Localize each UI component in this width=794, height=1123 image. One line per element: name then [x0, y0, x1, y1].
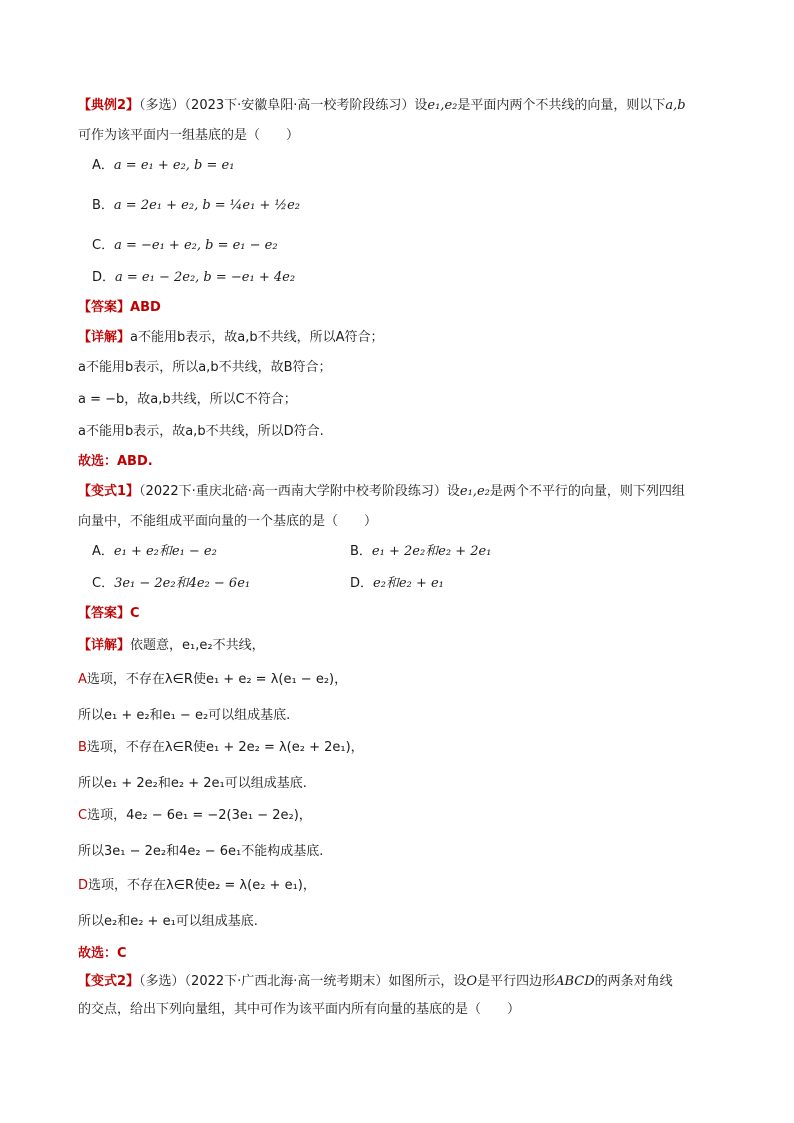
- variant1-detail-d: [78, 876, 316, 896]
- example2-line1: [78, 96, 686, 116]
- variant1-detail-a-concl: 所以e₁ + e₂和e₁ − e₂可以组成基底.: [78, 708, 291, 723]
- variant2-intro-cont: 是平行四边形: [477, 974, 556, 989]
- answer-value: ABD: [130, 300, 161, 315]
- example2-option-d: [92, 268, 295, 288]
- variant1-intro-cont: 是两个不平行的向量，则下列四组: [489, 484, 685, 499]
- option-expr: e₂和e₂ + e₁: [373, 576, 444, 591]
- example2-header: 【典例2】: [78, 98, 140, 113]
- variant2-line2: 的交点，给出下列向量组，其中可作为该平面内所有向量的基底的是（ ）: [78, 1002, 521, 1017]
- example2-intro-cont: 是平面内两个不共线的向量，则以下: [457, 98, 666, 113]
- option-expr: e₁ + e₂和e₁ − e₂: [113, 544, 217, 559]
- detail-text: a不能用b表示，故a,b不共线，所以A符合；: [130, 330, 384, 345]
- variant1-detail-c: [78, 806, 312, 826]
- detail-text: 选项，不存在λ∈R使e₁ + 2e₂ = λ(e₂ + 2e₁)，: [86, 740, 364, 755]
- variant2-line1: [78, 972, 673, 992]
- option-expr: a = e₁ + e₂, b = e₁: [113, 158, 235, 173]
- answer-label: 【答案】: [78, 606, 131, 621]
- detail-text: 选项，4e₂ − 6e₁ = −2(3e₁ − 2e₂)，: [87, 808, 312, 823]
- detail-tag: B: [78, 740, 87, 755]
- example2-option-c: [92, 236, 278, 256]
- detail-text: 选项，不存在λ∈R使e₁ + e₂ = λ(e₁ − e₂)，: [86, 672, 348, 687]
- detail-tag: A: [78, 672, 87, 687]
- example2-choose: 故选：ABD.: [78, 454, 153, 469]
- variant1-detail-d-concl: 所以e₂和e₂ + e₁可以组成基底.: [78, 914, 258, 929]
- example2-option-b: [92, 196, 300, 216]
- example2-vectors-e: e₁,e₂: [427, 98, 458, 113]
- example2-detail-4: a不能用b表示，故a,b不共线，所以D符合.: [78, 424, 324, 439]
- variant1-choose: 故选：C: [78, 946, 127, 961]
- variant1-detail-c-concl: 所以3e₁ − 2e₂和4e₂ − 6e₁不能构成基底.: [78, 844, 324, 859]
- variant1-answer: [78, 604, 140, 624]
- example2-line2: 可作为该平面内一组基底的是（ ）: [78, 128, 300, 143]
- variant1-line2: 向量中，不能组成平面向量的一个基底的是（ ）: [78, 514, 378, 529]
- example2-answer: [78, 298, 161, 318]
- option-label: A．: [92, 544, 114, 559]
- variant1-line1: [78, 482, 685, 502]
- example2-detail-3: a = −b，故a,b共线，所以C不符合；: [78, 392, 297, 407]
- option-label: B．: [92, 198, 114, 213]
- option-expr: a = 2e₁ + e₂, b = ¼e₁ + ½e₂: [113, 198, 300, 213]
- detail-tag: D: [78, 878, 89, 893]
- detail-text: 依题意，e₁,e₂不共线，: [130, 638, 265, 653]
- option-label: D．: [92, 270, 116, 285]
- option-label: B．: [350, 544, 372, 559]
- detail-label: 【详解】: [78, 638, 131, 653]
- variant2-intro-end: 的两条对角线: [594, 974, 673, 989]
- option-label: C．: [92, 238, 115, 253]
- detail-text: 选项，不存在λ∈R使e₂ = λ(e₂ + e₁)，: [88, 878, 316, 893]
- variant1-detail-first: [78, 636, 265, 656]
- variant1-option-d: [350, 574, 444, 594]
- variant1-detail-a: [78, 670, 347, 690]
- option-label: C．: [92, 576, 115, 591]
- option-expr: e₁ + 2e₂和e₂ + 2e₁: [371, 544, 492, 559]
- example2-detail-1: [78, 328, 383, 348]
- variant1-option-a: [92, 542, 217, 562]
- answer-label: 【答案】: [78, 300, 131, 315]
- option-expr: 3e₁ − 2e₂和4e₂ − 6e₁: [114, 576, 251, 591]
- variant2-parallelogram: ABCD: [555, 974, 595, 989]
- detail-tag: C: [78, 808, 88, 823]
- detail-label: 【详解】: [78, 330, 131, 345]
- variant1-header: 【变式1】: [78, 484, 140, 499]
- variant1-intro: （2022下·重庆北碚·高一西南大学附中校考阶段练习）设: [139, 484, 460, 499]
- variant1-detail-b: [78, 738, 364, 758]
- variant1-detail-b-concl: 所以e₁ + 2e₂和e₂ + 2e₁可以组成基底.: [78, 776, 307, 791]
- option-expr: a = e₁ − 2e₂, b = −e₁ + 4e₂: [115, 270, 296, 285]
- example2-vectors-ab: a,b: [665, 98, 686, 113]
- option-label: D．: [350, 576, 374, 591]
- option-expr: a = −e₁ + e₂, b = e₁ − e₂: [114, 238, 278, 253]
- option-label: A．: [92, 158, 114, 173]
- variant2-point-o: O: [466, 974, 478, 989]
- variant2-header: 【变式2】: [78, 974, 140, 989]
- answer-value: C: [130, 606, 140, 621]
- variant1-option-b: [350, 542, 491, 562]
- example2-option-a: [92, 156, 234, 176]
- variant2-intro: （多选）（2022下·广西北海·高一统考期末）如图所示，设: [139, 974, 467, 989]
- variant1-vectors: e₁,e₂: [459, 484, 490, 499]
- variant1-option-c: [92, 574, 250, 594]
- example2-intro: （多选）（2023下·安徽阜阳·高一校考阶段练习）设: [139, 98, 428, 113]
- example2-detail-2: a不能用b表示，所以a,b不共线，故B符合；: [78, 360, 332, 375]
